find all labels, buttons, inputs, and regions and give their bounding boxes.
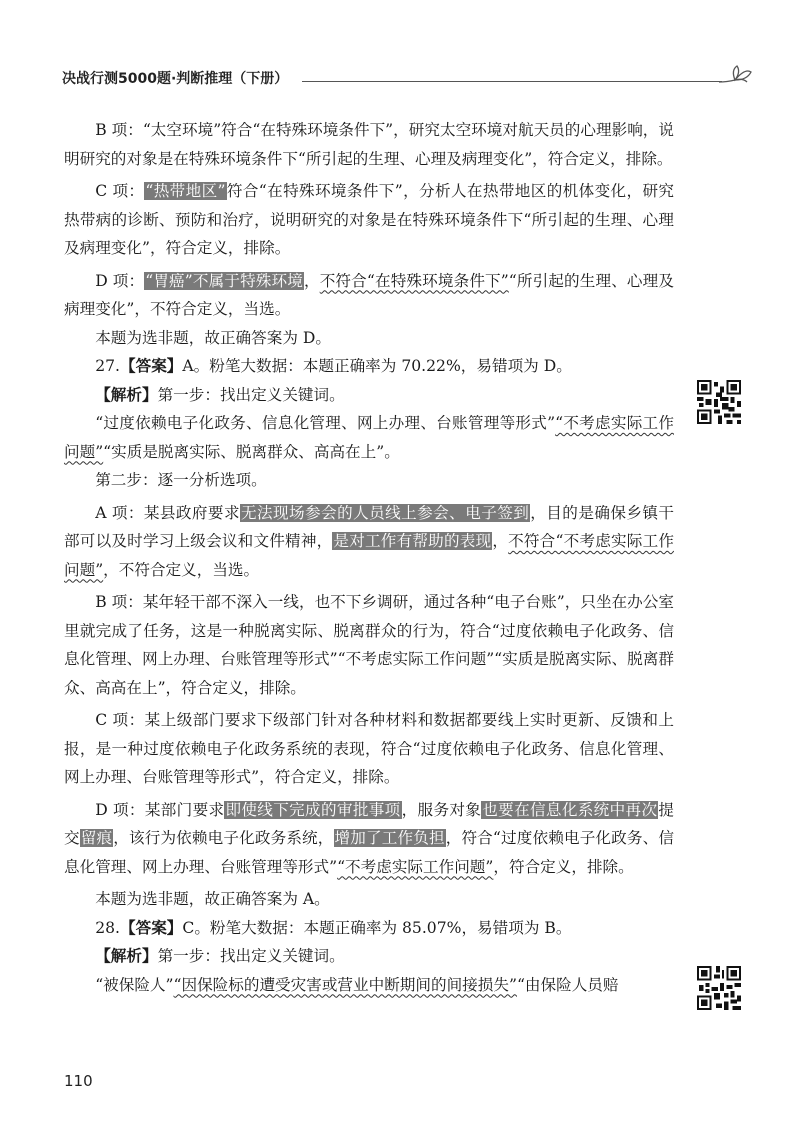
text-run: C。粉笔大数据：本题正确率为 85.07%，易错项为 B。 — [182, 918, 572, 937]
qr-code-icon[interactable] — [697, 966, 741, 1010]
text-run: ，服务对象 — [401, 800, 482, 819]
paragraph-option-b-27 — [64, 588, 674, 702]
analysis-tag: 【解析】 — [95, 384, 158, 404]
paragraph-answer-27 — [64, 352, 674, 381]
text-run: 符合“在特殊环境条件下”，分析人在热带地区的机体变化，研究热带病的诊断、预防和治疗，说明研究的对象是在特殊环境条件下“所引起的生理、心理及病理变化”，符合定义，排除。 — [64, 182, 674, 257]
answer-tag: 【答案】 — [120, 917, 183, 937]
paragraph-analysis-28 — [64, 942, 674, 971]
paragraph-conclusion-26 — [64, 324, 674, 353]
highlight: 是对工作有帮助的表现 — [333, 532, 492, 550]
header-rule — [302, 81, 722, 82]
highlight: 也要在信息化系统中再次 — [482, 800, 658, 819]
text-run: ，符合“过度依赖电子化政务、信息化管理、网上办理、台账管理等形式” — [64, 829, 674, 876]
text-run: D 项： — [95, 271, 145, 290]
paragraph-option-a-27 — [64, 499, 674, 585]
text-run: 提交 — [64, 800, 674, 847]
page-number: 110 — [64, 1072, 93, 1090]
highlight: 增加了工作负担 — [334, 829, 445, 847]
highlight: 即使线下完成的审批事项 — [225, 800, 401, 819]
highlight: “胃癌”不属于特殊环境 — [145, 271, 303, 290]
text-run: B 项：某年轻干部不深入一线，也不下乡调研，通过各种“电子台账”，只坐在办公室里就完成了任务，这是一种脱离实际、脱离群众的行为，符合“过度依赖电子化政务、信息化管理、网上办理、台账管理等形式”“不考虑实际工作问题”“实质是脱离实际、脱离群众、高高在上”，符合定义，排除。 — [64, 593, 674, 697]
text-run: “由保险人员赔 — [516, 975, 619, 994]
analysis-tag: 【解析】 — [95, 946, 158, 965]
text-run: 28. — [95, 918, 120, 937]
text-run: 27. — [95, 357, 120, 375]
paragraph-conclusion-27 — [64, 885, 674, 914]
sprout-icon — [717, 64, 753, 90]
paragraph-option-d-stomach — [64, 267, 674, 324]
book-title: 决战行测5000题·判断推理（下册） — [62, 71, 289, 87]
text-run: ，该行为依赖电子化政务系统， — [113, 829, 334, 847]
text-run: “过度依赖电子化政务、信息化管理、网上办理、台账管理等形式” — [95, 414, 556, 432]
answer-explanation — [64, 116, 674, 999]
text-run: ， — [492, 532, 509, 550]
text-run: 本题为选非题，故正确答案为 A。 — [95, 890, 330, 908]
paragraph-option-d-27 — [64, 796, 674, 882]
paragraph-analysis-27 — [64, 381, 674, 410]
text-run: “实质是脱离实际、脱离群众、高高在上”。 — [103, 442, 400, 461]
paragraph-option-c-tropics — [64, 177, 674, 263]
qr-code-icon[interactable] — [697, 380, 741, 424]
text-run: C 项：某上级部门要求下级部门针对各种材料和数据都要线上实时更新、反馈和上报，是一种过度依赖电子化政务系统的表现，符合“过度依赖电子化政务、信息化管理、网上办理、台账管理等形式”，符合定义，排除。 — [64, 711, 674, 786]
text-run: A。粉笔大数据：本题正确率为 70.22%，易错项为 D。 — [182, 357, 572, 375]
text-run: ，目的是确保乡镇干部可以及时学习上级会议和文件精神， — [64, 503, 674, 550]
highlight: “热带地区” — [145, 182, 226, 200]
text-run: C 项： — [95, 182, 145, 200]
text-run: “所引起的生理、心理及病理变化”，不符合定义，当选。 — [64, 271, 674, 318]
highlight: 无法现场参会的人员线上参会、电子签到 — [240, 503, 530, 522]
text-run: A 项：某县政府要求 — [95, 503, 240, 522]
highlight: 留痕 — [80, 829, 113, 847]
text-run: ， — [303, 271, 320, 290]
text-run: 本题为选非题，故正确答案为 D。 — [95, 328, 331, 347]
text-run: B 项：“太空环境”符合“在特殊环境条件下”，研究太空环境对航天员的心理影响，说明研究的对象是在特殊环境条件下“所引起的生理、心理及病理变化”，符合定义，排除。 — [64, 121, 674, 168]
wavy-underline: “不考虑实际工作问题” — [337, 857, 494, 876]
text-run: ，符合定义，排除。 — [493, 857, 634, 876]
wavy-underline: 不符合“在特殊环境条件下” — [319, 271, 509, 290]
text-run: “被保险人” — [95, 975, 174, 994]
paragraph-keywords-27 — [64, 409, 674, 466]
paragraph-step-two-27 — [64, 466, 674, 495]
text-run: ，不符合定义，当选。 — [103, 560, 260, 579]
text-run: 第一步：找出定义关键词。 — [157, 385, 345, 404]
wavy-underline: 不符合“不考虑实际工作问题” — [64, 532, 674, 579]
paragraph-option-c-27 — [64, 706, 674, 792]
paragraph-answer-28 — [64, 914, 674, 943]
answer-tag: 【答案】 — [120, 356, 183, 375]
text-run: 第二步：逐一分析选项。 — [95, 471, 267, 489]
wavy-underline: “因保险标的遭受灾害或营业中断期间的间接损失” — [173, 975, 517, 994]
paragraph-keywords-28 — [64, 971, 674, 1000]
paragraph-option-b-space — [64, 116, 674, 173]
text-run: 第一步：找出定义关键词。 — [157, 947, 345, 965]
text-run: D 项：某部门要求 — [95, 800, 225, 819]
wavy-underline: “不考虑实际工作问题” — [64, 414, 674, 461]
page-header — [62, 64, 752, 94]
